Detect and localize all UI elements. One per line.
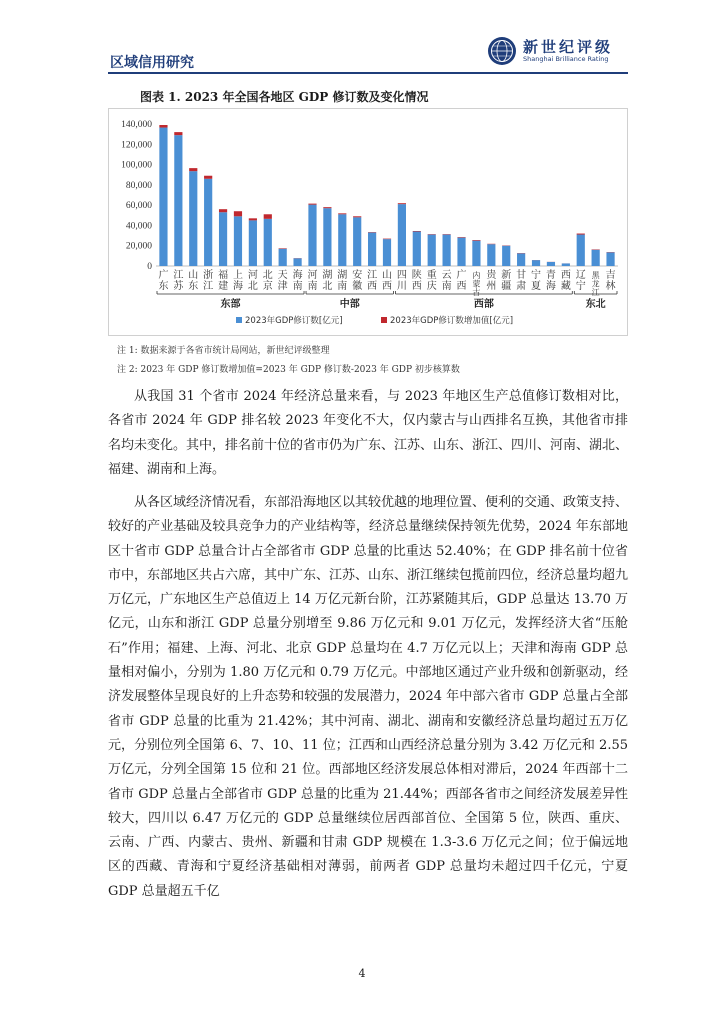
y-tick-label: 40,000	[125, 221, 152, 232]
x-tick-label: 西藏	[560, 270, 571, 292]
bar-gdp-increase	[189, 168, 197, 171]
brand-logo	[487, 36, 627, 70]
bar-gdp-revised	[368, 233, 376, 266]
bar-gdp-revised	[428, 235, 436, 266]
x-tick-label: 宁夏	[531, 270, 542, 292]
paragraph-1: 从我国 31 个省市 2024 年经济总量来看，与 2023 年地区生产总值修订数相对比，各省市 2024 年 GDP 排名较 2023 年变化不大，仅内蒙古与山西排名互换，其他省市排名均未变化。其中，排名前十位的省市仍为广东、江苏、山东、浙江、四川、河南、湖北、福建、湖南和上海。	[108, 389, 629, 477]
legend-swatch	[236, 317, 242, 323]
x-tick-label: 北京	[262, 270, 273, 292]
x-tick-label: 广东	[158, 270, 169, 292]
x-tick-label: 安徽	[352, 270, 363, 292]
x-tick-label: 河北	[247, 270, 258, 292]
bar-gdp-increase	[457, 237, 465, 238]
x-tick-label: 江西	[367, 270, 378, 292]
bar-gdp-increase	[338, 213, 346, 214]
bar-gdp-increase	[264, 214, 272, 219]
brand-name-en: Shanghai Brilliance Rating	[523, 55, 609, 63]
x-tick-label: 海南	[292, 270, 303, 292]
x-tick-label: 江苏	[173, 270, 184, 292]
y-tick-label: 140,000	[121, 120, 152, 130]
bar-gdp-revised	[219, 212, 227, 266]
bar-gdp-increase	[308, 204, 316, 205]
bar-gdp-revised	[413, 232, 421, 266]
chart-frame	[109, 109, 628, 336]
bar-gdp-revised	[472, 241, 480, 266]
bar-gdp-increase	[398, 203, 406, 204]
region-label: 东部	[220, 299, 241, 310]
x-tick-label: 贵州	[486, 270, 497, 292]
x-tick-label: 甘肃	[516, 270, 527, 292]
bar-gdp-increase	[323, 207, 331, 208]
page-number: 4	[358, 967, 366, 980]
y-tick-label: 100,000	[121, 160, 152, 171]
paragraph-2: 从各区域经济情况看，东部沿海地区以其较优越的地理位置、便利的交通、政策支持、较好的产业基础及较具竞争力的产业结构等，经济总量继续保持领先优势，2024 年东部地区十省市 GDP 总量合计占全部省市 GDP 总量的比重达 52.40%；在 GDP 排名前十位省市中，东部地区共占六席，其中广东、江苏、山东、浙江继续包揽前四位，经济总量均超九万亿元，广东地区生产总值迈上 14 万亿元新台阶，江苏紧随其后，GDP 总量达 13.70 万亿元，山东和浙江 GDP 总量分别增至 9.86 万亿元和 9.01 万亿元，发挥经济大省“压舱石”作用；福建、上海、河北、北京 GDP 总量均在 4.7 万亿元以上；天津和海南 GDP 总量相对偏小，分别为 1.80 万亿元和 0.79 万亿元。中部地区通过产业升级和创新驱动，经济发展整体呈现良好的上升态势和较强的发展潜力，2024 年中部六省市 GDP 总量占全部省市 GDP 总量的比重为 21.42%；其中河南、湖北、湖南和安徽经济总量均超过五万亿元，分别位列全国第 6、7、10、11 位；江西和山西经济总量分别为 3.42 万亿元和 2.55 万亿元，分列全国第 15 位和 21 位。西部地区经济发展总体相对滞后，2024 年西部十二省市 GDP 总量占全部省市 GDP 总量的比重为 21.44%；西部各省市之间经济发展差异性较大，四川以 6.47 万亿元的 GDP 总量继续位居西部首位、全国第 5 位，陕西、重庆、云南、广西、内蒙古、贵州、新疆和甘肃 GDP 规模在 1.3-3.6 万亿元之间；位于偏远地区的西藏、青海和宁夏经济基础相对薄弱，前两者 GDP 总量均未超过四千亿元，宁夏 GDP 总量超五千亿	[108, 495, 629, 899]
bar-gdp-revised	[443, 235, 451, 266]
note-2: 注 2: 2023 年 GDP 修订数增加值=2023 年 GDP 修订数-2023 年 GDP 初步核算数	[117, 365, 460, 375]
bar-gdp-revised	[502, 246, 510, 266]
bar-gdp-revised	[264, 219, 272, 266]
legend-swatch	[381, 317, 387, 323]
bar-gdp-revised	[398, 204, 406, 266]
bar-gdp-increase	[353, 216, 361, 217]
x-tick-label: 云南	[441, 270, 452, 292]
bar-gdp-revised	[592, 250, 600, 266]
bar-gdp-revised	[234, 216, 242, 266]
y-tick-label: 80,000	[125, 180, 152, 191]
y-tick-label: 0	[147, 262, 152, 272]
section-title: 区域信用研究	[110, 55, 194, 71]
x-tick-label: 内蒙古	[472, 271, 481, 297]
note-1: 注 1: 数据来源于各省市统计局网站，新世纪评级整理	[117, 346, 330, 356]
y-tick-label: 20,000	[125, 241, 152, 252]
bar-gdp-increase	[174, 132, 182, 135]
bar-gdp-revised	[174, 135, 182, 266]
gdp-bar-chart	[108, 108, 628, 336]
bar-gdp-increase	[383, 239, 391, 240]
x-tick-label: 吉林	[605, 270, 616, 292]
bar-gdp-revised	[353, 217, 361, 266]
bar-gdp-increase	[472, 240, 480, 241]
bar-gdp-revised	[323, 208, 331, 266]
x-tick-label: 浙江	[203, 270, 214, 292]
x-tick-label: 河南	[307, 270, 318, 292]
x-tick-label: 重庆	[426, 270, 437, 292]
bar-gdp-revised	[383, 239, 391, 266]
bar-gdp-revised	[457, 238, 465, 266]
bar-gdp-revised	[338, 214, 346, 266]
figure-title: 图表 1. 2023 年全国各地区 GDP 修订数及变化情况	[140, 90, 429, 104]
bar-gdp-increase	[279, 248, 287, 249]
brand-name: 新世纪评级	[523, 38, 614, 56]
x-tick-label: 广西	[456, 270, 467, 292]
bar-gdp-increase	[219, 209, 227, 212]
legend-label: 2023年GDP修订数增加值[亿元]	[390, 316, 514, 326]
bar-gdp-revised	[189, 171, 197, 266]
x-tick-label: 新疆	[501, 270, 512, 292]
bar-gdp-revised	[159, 128, 167, 266]
bar-gdp-revised	[606, 252, 614, 266]
bar-gdp-increase	[413, 231, 421, 232]
x-tick-label: 山东	[188, 270, 199, 292]
x-tick-label: 天津	[277, 270, 288, 292]
bar-gdp-increase	[204, 176, 212, 179]
bar-gdp-increase	[159, 125, 167, 128]
header-divider	[108, 72, 628, 74]
x-tick-label: 湖北	[322, 270, 333, 292]
x-tick-label: 山西	[382, 270, 392, 292]
bar-gdp-revised	[562, 263, 570, 266]
bar-gdp-revised	[547, 262, 555, 266]
x-tick-label: 黑龙江	[591, 271, 600, 297]
x-tick-label: 辽宁	[575, 270, 586, 292]
region-label: 中部	[339, 299, 360, 310]
bar-gdp-increase	[577, 234, 585, 235]
bar-gdp-increase	[234, 211, 242, 216]
y-tick-label: 120,000	[121, 140, 152, 151]
region-label: 西部	[473, 299, 494, 310]
x-tick-label: 湖南	[337, 270, 348, 292]
bar-gdp-revised	[308, 205, 316, 266]
bar-gdp-revised	[249, 220, 257, 266]
x-tick-label: 四川	[396, 270, 407, 292]
x-tick-label: 福建	[218, 270, 229, 292]
bar-gdp-revised	[577, 235, 585, 266]
brand-seal-icon	[487, 36, 517, 66]
bar-gdp-revised	[293, 258, 301, 266]
legend-label: 2023年GDP修订数[亿元]	[245, 316, 343, 326]
y-tick-label: 60,000	[125, 201, 152, 212]
x-tick-label: 陕西	[411, 270, 422, 292]
bar-gdp-revised	[487, 244, 495, 266]
chart-container	[108, 108, 628, 336]
bar-gdp-increase	[249, 218, 257, 220]
region-label: 东北	[585, 299, 606, 310]
bar-gdp-revised	[517, 253, 525, 266]
x-tick-label: 上海	[232, 270, 243, 292]
bar-gdp-revised	[532, 260, 540, 266]
bar-gdp-revised	[204, 179, 212, 266]
bar-gdp-revised	[279, 249, 287, 266]
x-tick-label: 青海	[545, 270, 556, 292]
